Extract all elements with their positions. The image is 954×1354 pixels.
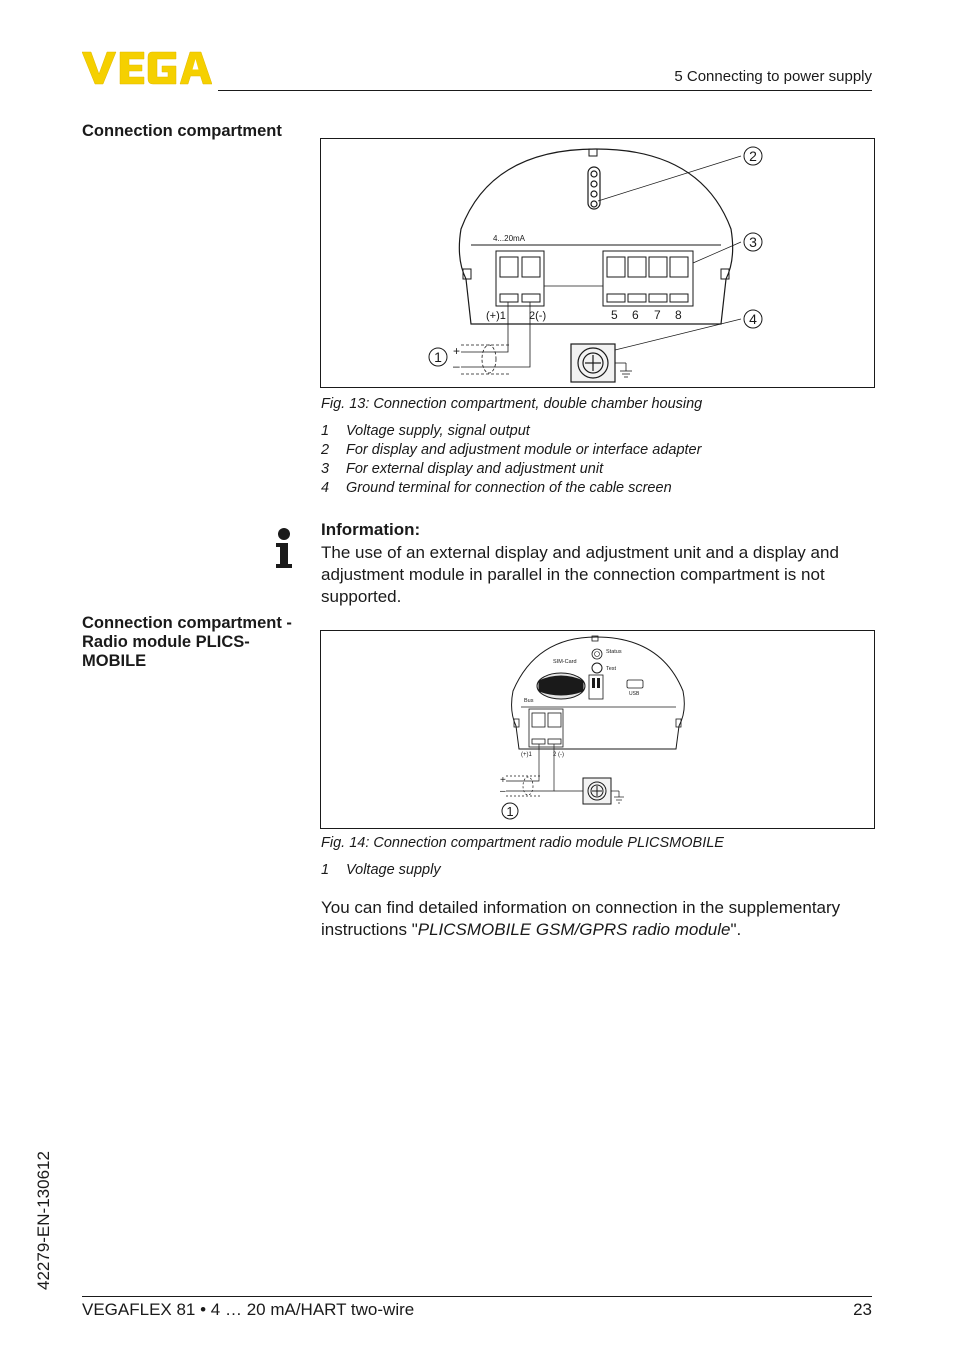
- minus-label: –: [500, 786, 506, 797]
- side-title-connection-compartment: Connection compartment: [82, 122, 282, 140]
- callout-3: [744, 233, 762, 251]
- legend-item: 1 Voltage supply, signal output: [321, 423, 530, 439]
- figure-14-diagram: [321, 631, 874, 828]
- ground-terminal: [571, 344, 632, 382]
- terminal-1-label: (+)1: [486, 310, 506, 322]
- supplementary-paragraph: You can find detailed information on connection in the supplementary instructions "PLICSMOBILE GSM/GPRS radio module".: [321, 898, 841, 939]
- footer-product: VEGAFLEX 81 • 4 … 20 mA/HART two-wire: [82, 1300, 415, 1319]
- legend-item: 3 For external display and adjustment unit: [321, 461, 604, 477]
- terminal-5-label: 5: [611, 308, 618, 322]
- sim-label: SIM-Card: [553, 659, 577, 665]
- terminal-8-label: 8: [675, 308, 682, 322]
- plus-label: +: [453, 344, 461, 358]
- test-button: [592, 663, 602, 673]
- svg-text:3: 3: [749, 234, 757, 250]
- section-heading: 5 Connecting to power supply: [674, 68, 872, 85]
- callout-4: [744, 310, 762, 328]
- legend-item: 2 For display and adjustment module or interface adapter: [321, 442, 702, 458]
- terminal-block-1-2: [496, 251, 544, 306]
- terminal-block-5-8: [603, 251, 693, 306]
- document-code: 42279-EN-130612: [34, 1151, 53, 1290]
- figure-14-legend: [321, 861, 441, 880]
- terminal-1-label: (+)1: [521, 752, 532, 758]
- supply-cable: [506, 744, 583, 796]
- test-label: Test: [606, 666, 617, 672]
- terminal-block-1-2: [529, 709, 563, 747]
- footer-divider: [82, 1296, 872, 1297]
- header-divider: [218, 90, 872, 91]
- callout-2: [744, 147, 762, 165]
- info-text: The use of an external display and adjustment unit and a display and adjustment module in parallel in the connection compartment is not supported.: [321, 543, 839, 606]
- vega-logo: [82, 50, 212, 86]
- usb-label: USB: [629, 691, 640, 697]
- current-label: 4...20mA: [493, 234, 526, 243]
- callout-1: [502, 803, 518, 819]
- svg-text:1: 1: [434, 349, 442, 365]
- terminal-2-label: 2 (-): [553, 752, 564, 758]
- terminal-6-label: 6: [632, 308, 639, 322]
- figure-13: [320, 138, 875, 388]
- dip-switch: [589, 675, 603, 699]
- ground-terminal: [583, 778, 624, 804]
- terminal-2-label: 2(-): [529, 310, 547, 322]
- svg-text:1: 1: [506, 804, 514, 819]
- display-connector: [588, 167, 600, 209]
- svg-text:2: 2: [749, 148, 757, 164]
- sim-card-slot: [537, 673, 585, 699]
- figure-14-caption: Fig. 14: Connection compartment radio module PLICSMOBILE: [321, 835, 724, 851]
- figure-13-legend: [321, 422, 701, 498]
- legend-item: 1 Voltage supply: [321, 862, 441, 878]
- figure-13-diagram: [321, 139, 874, 387]
- usb-port: [627, 680, 643, 688]
- terminal-7-label: 7: [654, 308, 661, 322]
- info-title: Information:: [321, 520, 421, 539]
- figure-13-caption: Fig. 13: Connection compartment, double chamber housing: [321, 396, 703, 412]
- svg-text:4: 4: [749, 311, 757, 327]
- side-title-radio-module: Connection compartment - Radio module PLICS-MOBILE: [82, 614, 292, 670]
- figure-14: [320, 630, 875, 829]
- bus-label: Bus: [524, 698, 534, 704]
- status-label: Status: [606, 649, 622, 655]
- minus-label: –: [453, 359, 460, 373]
- status-led: [592, 649, 602, 659]
- page-number: 23: [853, 1300, 872, 1319]
- plus-label: +: [500, 775, 506, 786]
- info-icon: [272, 526, 296, 570]
- callout-1: [429, 348, 447, 366]
- legend-item: 4 Ground terminal for connection of the cable screen: [321, 480, 672, 496]
